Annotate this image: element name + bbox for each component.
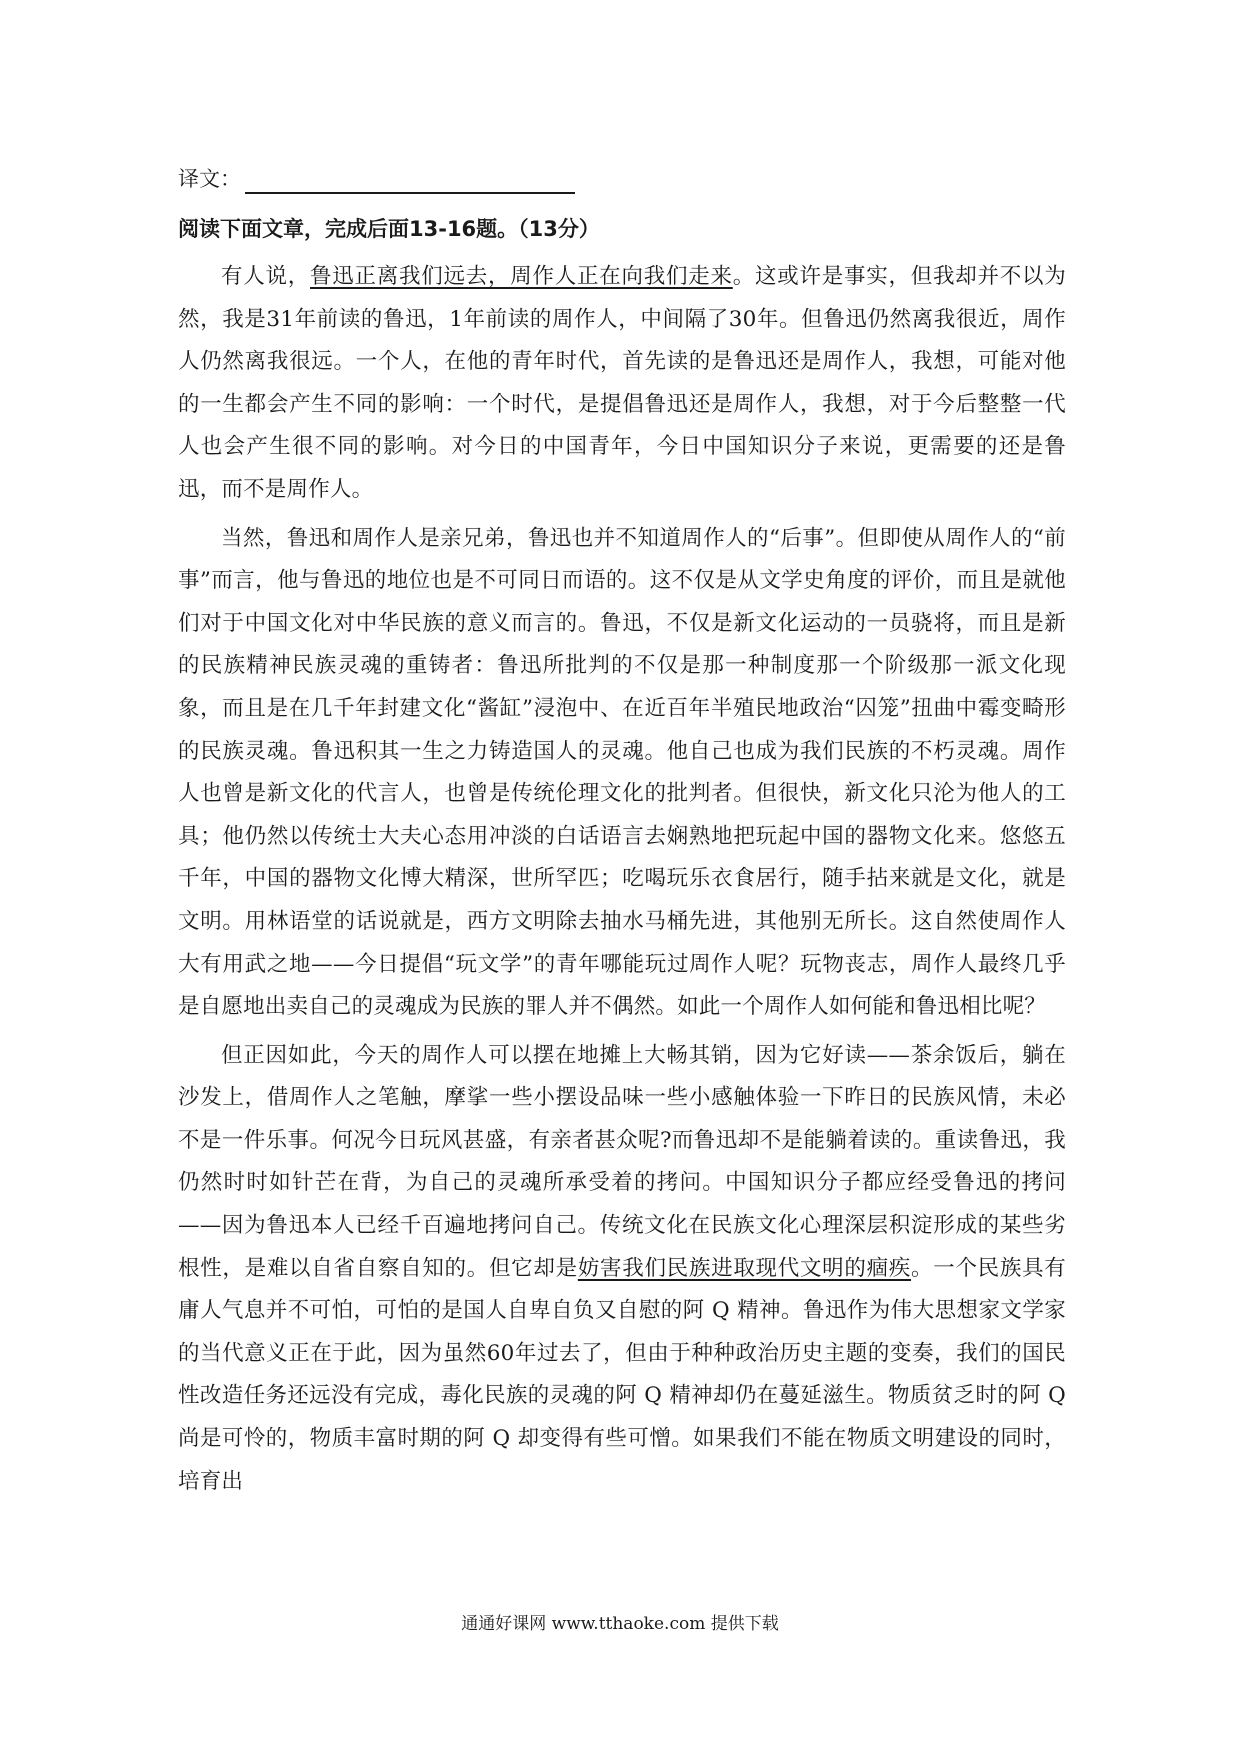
underlined-phrase: 鲁迅正离我们远去，周作人正在向我们走来 <box>310 264 733 289</box>
translation-label: 译文： <box>178 167 241 191</box>
paragraph-2 <box>178 518 1066 1029</box>
text-run: 。这或许是事实，但我却并不以为然，我是31年前读的鲁迅，1年前读的周作人，中间隔了30年。但鲁迅仍然离我很近，周作人仍然离我很远。一个人，在他的青年时代，首先读的是鲁迅还是周作人，我想，可能对他的一生都会产生不同的影响：一个时代，是提倡鲁迅还是周作人，我想，对于今后整整一代人也会产生很不同的影响。对今日的中国青年，今日中国知识分子来说，更需要的还是鲁迅，而不是周作人。 <box>178 264 1066 502</box>
reading-instruction: 阅读下面文章，完成后面13-16题。（13分） <box>178 217 600 241</box>
translation-blank-line[interactable] <box>245 170 575 194</box>
text-run: 当然，鲁迅和周作人是亲兄弟，鲁迅也并不知道周作人的“后事”。但即使从周作人的“前事”而言，他与鲁迅的地位也是不可同日而语的。这不仅是从文学史角度的评价，而且是就他们对于中国文化对中华民族的意义而言的。鲁迅，不仅是新文化运动的一员骁将，而且是新的民族精神民族灵魂的重铸者：鲁迅所批判的不仅是那一种制度那一个阶级那一派文化现象，而且是在几千年封建文化“酱缸”浸泡中、在近百年半殖民地政治“囚笼”扭曲中霉变畸形的民族灵魂。鲁迅积其一生之力铸造国人的灵魂。他自己也成为我们民族的不朽灵魂。周作人也曾是新文化的代言人，也曾是传统伦理文化的批判者。但很快，新文化只沦为他人的工具；他仍然以传统士大夫心态用冲淡的白话语言去娴熟地把玩起中国的器物文化来。悠悠五千年，中国的器物文化博大精深，世所罕匹；吃喝玩乐衣食居行，随手拈来就是文化，就是文明。用林语堂的话说就是，西方文明除去抽水马桶先进，其他别无所长。这自然使周作人大有用武之地——今日提倡“玩文学”的青年哪能玩过周作人呢？玩物丧志，周作人最终几乎是自愿地出卖自己的灵魂成为民族的罪人并不偶然。如此一个周作人如何能和鲁迅相比呢？ <box>178 525 1066 1020</box>
article-body <box>178 256 1066 1503</box>
paragraph-1 <box>178 256 1066 512</box>
text-run: 有人说， <box>221 264 311 289</box>
paragraph-3 <box>178 1035 1066 1504</box>
text-run: 但正因如此，今天的周作人可以摆在地摊上大畅其销，因为它好读——茶余饭后，躺在沙发上，借周作人之笔触，摩挲一些小摆设品味一些小感触体验一下昨日的民族风情，未必不是一件乐事。何况今日玩风甚盛，有亲者甚众呢?而鲁迅却不是能躺着读的。重读鲁迅，我仍然时时如针芒在背，为自己的灵魂所承受着的拷问。中国知识分子都应经受鲁迅的拷问——因为鲁迅本人已经千百遍地拷问自己。传统文化在民族文化心理深层积淀形成的某些劣根性，是难以自省自察自知的。但它却是 <box>178 1042 1066 1281</box>
page-footer: 通通好课网 www.tthaoke.com 提供下载 <box>461 1614 779 1634</box>
underlined-phrase: 妨害我们民族进取现代文明的痼疾 <box>577 1255 912 1281</box>
text-run: 。一个民族具有庸人气息并不可怕，可怕的是国人自卑自负又自慰的阿 Q 精神。鲁迅作为伟大思想家文学家的当代意义正在于此，因为虽然60年过去了，但由于种种政治历史主题的变奏，我们的国民性改造任务还远没有完成，毒化民族的灵魂的阿 Q 精神却仍在蔓延滋生。物质贫乏时的阿 Q 尚是可怜的，物质丰富时期的阿 Q 却变得有些可憎。如果我们不能在物质文明建设的同时，培育出 <box>178 1255 1066 1494</box>
translation-answer-row <box>178 164 575 194</box>
